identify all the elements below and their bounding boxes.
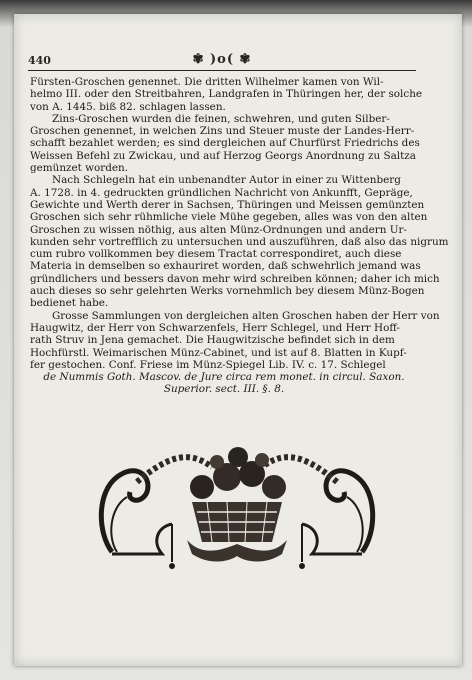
text-line: auch dieses so sehr gelehrten Werks vornehmlich bey diesem Münz-Bogen xyxy=(30,285,425,298)
text-line: schafft bezahlet werden; es sind dergleichen auf Churfürst Friedrichs des xyxy=(30,137,420,150)
body-text xyxy=(30,76,449,396)
text-line: Fürsten-Groschen genennet. Die dritten Wilhelmer kamen von Wil- xyxy=(30,76,384,88)
page-header xyxy=(28,52,416,72)
text-line: fer gestochen. Conf. Friese im Münz-Spiegel Lib. IV. c. 17. Schlegel xyxy=(30,358,386,371)
header-ornament: ✾ )o( ✾ xyxy=(192,52,252,67)
text-line: Haugwitz, der Herr von Schwarzenfels, Herr Schlegel, und Herr Hoff- xyxy=(30,321,400,334)
text-line: Zins-Groschen wurden die feinen, schwehren, und guten Silber- xyxy=(52,112,390,125)
text-line: Weissen Befehl zu Zwickau, und auf Herzog Georgs Anordnung zu Saltza xyxy=(30,149,416,162)
text-line: A. 1728. in 4. gedruckten gründlichen Nachricht von Ankunfft, Gepräge, xyxy=(30,186,413,199)
text-line: von A. 1445. biß 82. schlagen lassen. xyxy=(30,100,226,113)
text-line: Hochfürstl. Weimarischen Münz-Cabinet, und ist auf 8. Blatten in Kupf- xyxy=(30,346,407,359)
text-line: cum rubro vollkommen bey diesem Tractat correspondiret, auch diese xyxy=(30,248,402,261)
text-line: Superior. sect. III. §. 8. xyxy=(163,383,285,396)
text-line: gründlichers und bessers davon mehr wird schreiben können; daher ich mich xyxy=(30,272,440,285)
text-line: helmo III. oder den Streitbahren, Landgrafen in Thüringen her, der solche xyxy=(30,88,423,101)
text-line: Gewichte und Werth derer in Sachsen, Thüringen und Meissen gemünzten xyxy=(30,198,425,211)
header-rule xyxy=(28,70,416,71)
text-line: rath Struv in Jena gemachet. Die Haugwitzische befindet sich in dem xyxy=(30,334,395,347)
text-line: Groschen zu wissen nöthig, aus alten Münz-Ordnungen und andern Ur- xyxy=(30,223,408,236)
text-line: Grosse Sammlungen von dergleichen alten Groschen haben der Herr von xyxy=(52,309,440,322)
page-number: 440 xyxy=(28,54,51,67)
text-line: de Nummis Goth. Mascov. de Jure circa rem monet. in circul. Saxon. xyxy=(43,371,405,384)
text-line: Materia in demselben so exhauriret worden, daß schwehrlich jemand was xyxy=(30,260,421,273)
text-line: bedienet habe. xyxy=(30,297,109,310)
text-line: gemünzet worden. xyxy=(30,162,129,175)
decorative-vignette xyxy=(92,432,382,572)
text-line: Groschen genennet, in welchen Zins und Steuer muste der Landes-Herr- xyxy=(30,125,415,138)
text-line: Nach Schlegeln hat ein unbenandter Autor in einer zu Wittenberg xyxy=(52,174,401,187)
text-line: Groschen sich sehr rühmliche viele Mühe gegeben, alles was von den alten xyxy=(30,211,428,224)
text-line: kunden sehr vortrefflich zu untersuchen und auszuführen, daß also das nigrum xyxy=(30,235,449,248)
